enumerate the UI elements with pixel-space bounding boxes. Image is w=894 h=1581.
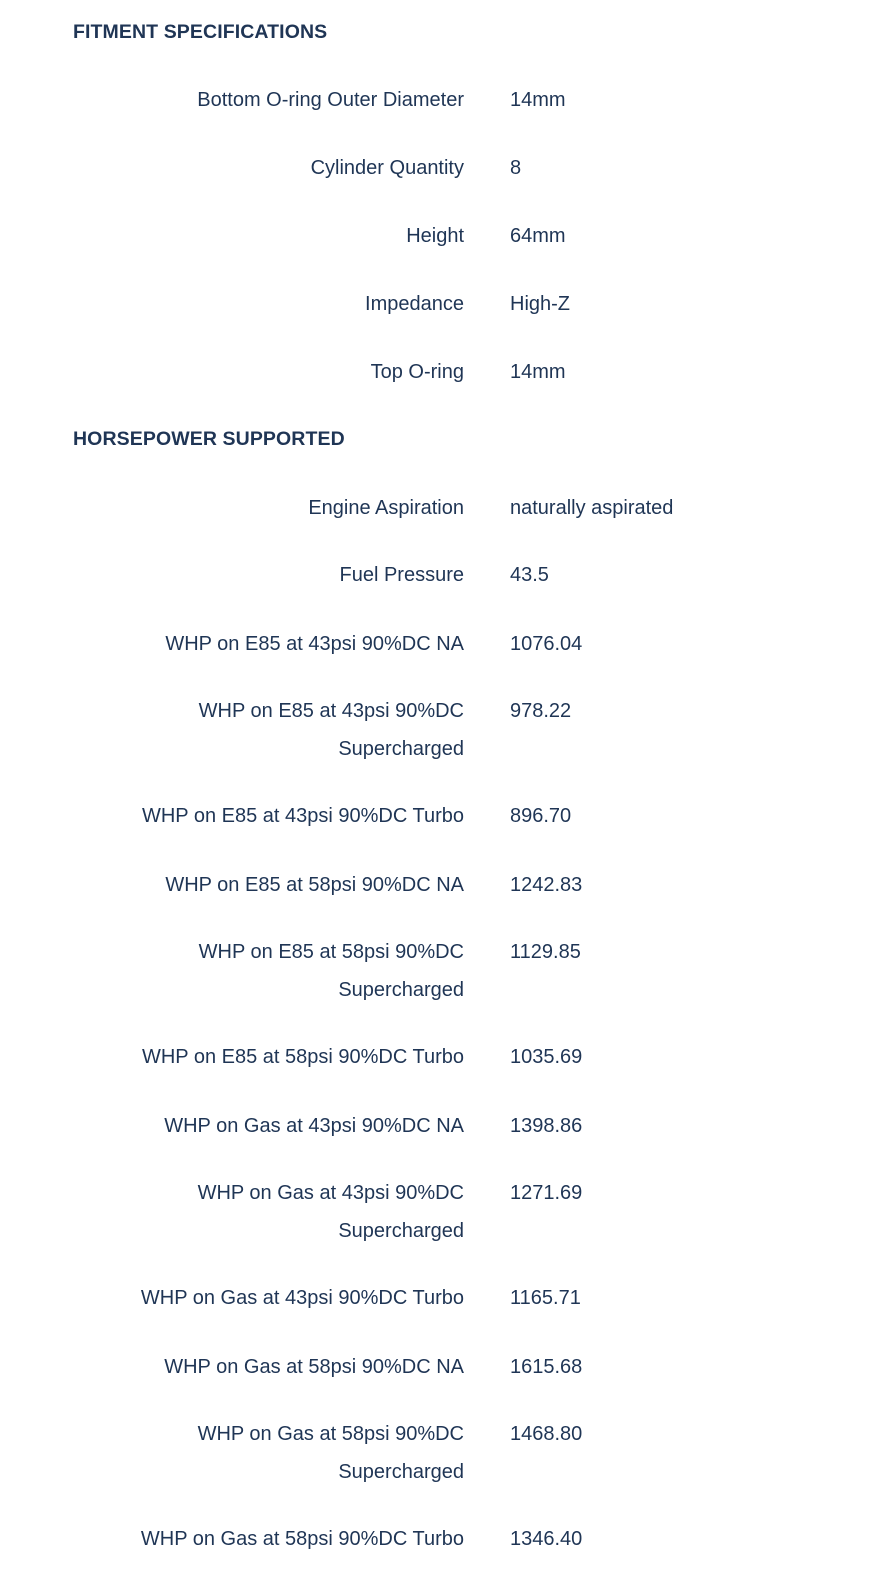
spec-value: 8 [510,157,522,179]
spec-value: 43.5 [510,564,549,586]
spec-value: 1271.69 [510,1182,583,1204]
spec-value: High-Z [510,293,571,315]
spec-value: 896.70 [510,805,572,827]
spec-value: 1398.86 [510,1115,583,1137]
spec-value: 64mm [510,225,566,247]
spec-value: 1468.80 [510,1423,583,1445]
spec-label: WHP on E85 at 43psi 90%DC NA [165,633,464,655]
section-title-horsepower: HORSEPOWER SUPPORTED [73,428,345,450]
spec-value: 1129.85 [510,941,581,963]
spec-label: Bottom O-ring Outer Diameter [197,89,464,111]
spec-value: 14mm [510,361,566,383]
spec-value: 1242.83 [510,874,583,896]
spec-label: WHP on Gas at 43psi 90%DC Turbo [140,1287,464,1309]
spec-label: WHP on Gas at 58psi 90%DC NA [164,1356,464,1378]
spec-value: 1346.40 [510,1528,583,1550]
spec-value: 14mm [510,89,566,111]
spec-label: Cylinder Quantity [310,157,464,179]
spec-label: WHP on E85 at 43psi 90%DC Turbo [141,805,464,827]
spec-label: Top O-ring [370,361,464,383]
spec-label: WHP on Gas at 43psi 90%DC Supercharged [197,1182,464,1242]
spec-label: WHP on E85 at 58psi 90%DC NA [165,874,464,896]
spec-value: 978.22 [510,700,572,722]
spec-label: Fuel Pressure [339,564,464,586]
section-title-fitment: FITMENT SPECIFICATIONS [73,21,328,43]
spec-value: 1035.69 [510,1046,583,1068]
spec-label: WHP on Gas at 58psi 90%DC Supercharged [197,1423,464,1483]
spec-label: WHP on E85 at 58psi 90%DC Turbo [141,1046,464,1068]
spec-label: WHP on Gas at 43psi 90%DC NA [164,1115,464,1137]
spec-value: 1615.68 [510,1356,583,1378]
spec-value: 1076.04 [510,633,583,655]
spec-label: Engine Aspiration [308,497,464,519]
spec-value: 1165.71 [510,1287,581,1309]
spec-label: WHP on Gas at 58psi 90%DC Turbo [140,1528,464,1550]
spec-value: naturally aspirated [510,497,674,519]
spec-label: WHP on E85 at 58psi 90%DC Supercharged [198,941,464,1001]
spec-label: WHP on E85 at 43psi 90%DC Supercharged [198,700,464,760]
spec-label: Impedance [365,293,464,315]
spec-label: Height [406,225,464,247]
